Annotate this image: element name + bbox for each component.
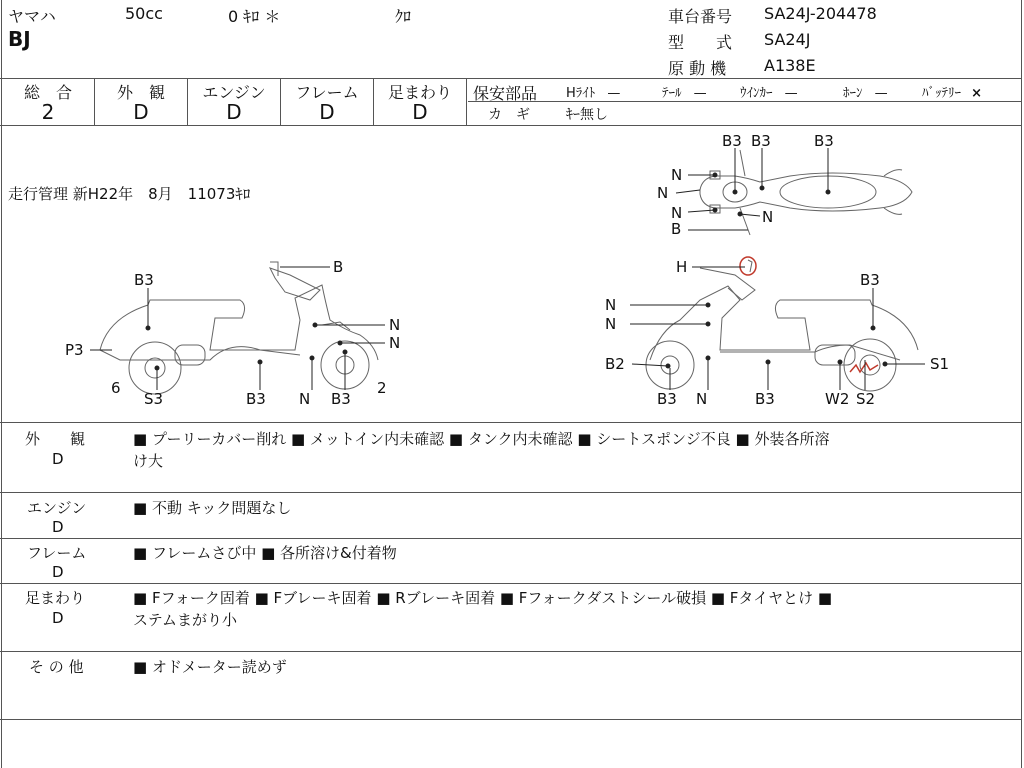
grade-divider (466, 78, 467, 125)
diagram-label: N (389, 316, 401, 334)
grade-value: D (226, 100, 242, 124)
notes-bottom-line (0, 719, 1022, 720)
note-label: エンジン (27, 499, 87, 517)
note-label: そ の 他 (29, 658, 84, 676)
safety-item-mark: — (784, 86, 798, 101)
note-label: 足まわり (25, 589, 86, 607)
grade-label: エンジン (202, 83, 266, 102)
safety-item-name: ﾊﾞｯﾃﾘｰ (922, 86, 961, 101)
safety-item-name: ﾎｰﾝ (843, 86, 863, 101)
diagram-label: N (657, 184, 669, 202)
safety-item-name: Hﾗｲﾄ (566, 86, 596, 101)
safety-item-battery (922, 82, 982, 101)
diagram-label: B3 (814, 132, 834, 150)
note-text: ■ プーリーカバー削れ ■ メットイン内未確認 ■ タンク内未確認 ■ シートスポンジ不良 ■ 外装各所溶 (133, 430, 830, 448)
grade-label: 外 観 (116, 83, 165, 102)
mileage-note: 走行管理 新H22年 8月 11073ｷﾛ (8, 185, 251, 203)
diagram-label: W2 (825, 390, 850, 408)
note-text: ■ Fフォーク固着 ■ Fブレーキ固着 ■ Rブレーキ固着 ■ Fフォークダストシール破損 ■ Fタイヤとけ ■ (133, 589, 833, 607)
grade-label: 総 合 (23, 83, 72, 102)
engine-value: A138E (764, 56, 816, 75)
displacement: 50cc (125, 4, 163, 23)
note-grade: D (52, 450, 64, 468)
model-name: BJ (8, 27, 31, 51)
notes-divider (0, 651, 1022, 652)
diagram-label: 2 (377, 379, 387, 397)
diagram-label: P3 (65, 341, 84, 359)
frame-no: SA24J-204478 (764, 4, 877, 23)
diagram-label: B3 (751, 132, 771, 150)
note-grade: D (52, 609, 64, 627)
note-label: フレーム (27, 544, 87, 562)
type-value: SA24J (764, 30, 811, 49)
grade-value: D (133, 100, 149, 124)
safety-item-winker (740, 82, 798, 101)
diagram-label: N (605, 315, 617, 333)
diagram-label: B3 (755, 390, 775, 408)
notes-divider (0, 492, 1022, 493)
notes-divider (0, 538, 1022, 539)
safety-item-horn (843, 82, 888, 101)
diagram-label: N (299, 390, 311, 408)
note-text: ■ 不動 キック問題なし (133, 499, 292, 517)
key-label: カ ギ (488, 107, 530, 123)
scooter-top-view (700, 150, 912, 235)
safety-item-headlight (566, 82, 620, 101)
safety-item-name: ｳｲﾝｶｰ (740, 86, 773, 101)
damage-mark-red (740, 257, 878, 372)
safety-item-mark: — (693, 86, 707, 101)
diagram-label: H (676, 258, 688, 276)
safety-label: 保安部品 (473, 84, 538, 103)
type-label: 型 式 (668, 33, 733, 52)
diagram-label: S2 (856, 390, 876, 408)
diagram-label: N (605, 296, 617, 314)
maker: ヤマハ (8, 7, 56, 26)
safety-item-name: ﾃｰﾙ (662, 86, 682, 101)
grade-value: D (412, 100, 428, 124)
grade-label: フレーム (295, 83, 359, 102)
damage-diagram (0, 126, 1022, 422)
note-grade: D (52, 563, 64, 581)
note-text: ■ オドメーター読めず (133, 658, 287, 676)
safety-item-mark: — (607, 86, 621, 101)
safety-item-mark: × (971, 86, 983, 101)
note-text-cont: け大 (133, 452, 164, 470)
diagram-label: N (762, 208, 774, 226)
diagram-label: B3 (134, 271, 154, 289)
safety-item-tail (662, 82, 707, 101)
diagram-label: B3 (722, 132, 742, 150)
diagram-label: B3 (860, 271, 880, 289)
note-grade: D (52, 518, 64, 536)
note-label: 外 観 (25, 430, 86, 448)
diagram-label: B (333, 258, 344, 276)
grade-label: 足まわり (387, 83, 452, 102)
diagram-label: N (671, 166, 683, 184)
diagram-label: B2 (605, 355, 625, 373)
note-text-cont: ステムまがり小 (133, 611, 237, 629)
diagram-label: B (671, 220, 682, 238)
grade-value: D (319, 100, 335, 124)
note-text: ■ フレームさび中 ■ 各所溶け&付着物 (133, 544, 397, 562)
odometer-reading: 0 ｷﾛ ＊ (228, 7, 281, 26)
safety-divider-line (468, 101, 1022, 102)
notes-top-line (0, 422, 1022, 423)
diagram-label: B3 (657, 390, 677, 408)
safety-item-mark: — (874, 86, 888, 101)
diagram-label: 6 (111, 379, 121, 397)
notes-divider (0, 583, 1022, 584)
key-value: ｷｰ無し (566, 107, 608, 123)
diagram-label: S3 (144, 390, 164, 408)
diagram-label: B3 (246, 390, 266, 408)
engine-label: 原 動 機 (668, 59, 727, 78)
diagram-label: N (671, 204, 683, 222)
diagram-label: S1 (930, 355, 950, 373)
frame-no-label: 車台番号 (668, 7, 733, 26)
diagram-label: N (696, 390, 708, 408)
diagram-label: B3 (331, 390, 351, 408)
color: ｸﾛ (395, 7, 412, 26)
grade-value: 2 (41, 100, 55, 124)
diagram-label: N (389, 334, 401, 352)
grade-row-top-line (0, 78, 1022, 79)
